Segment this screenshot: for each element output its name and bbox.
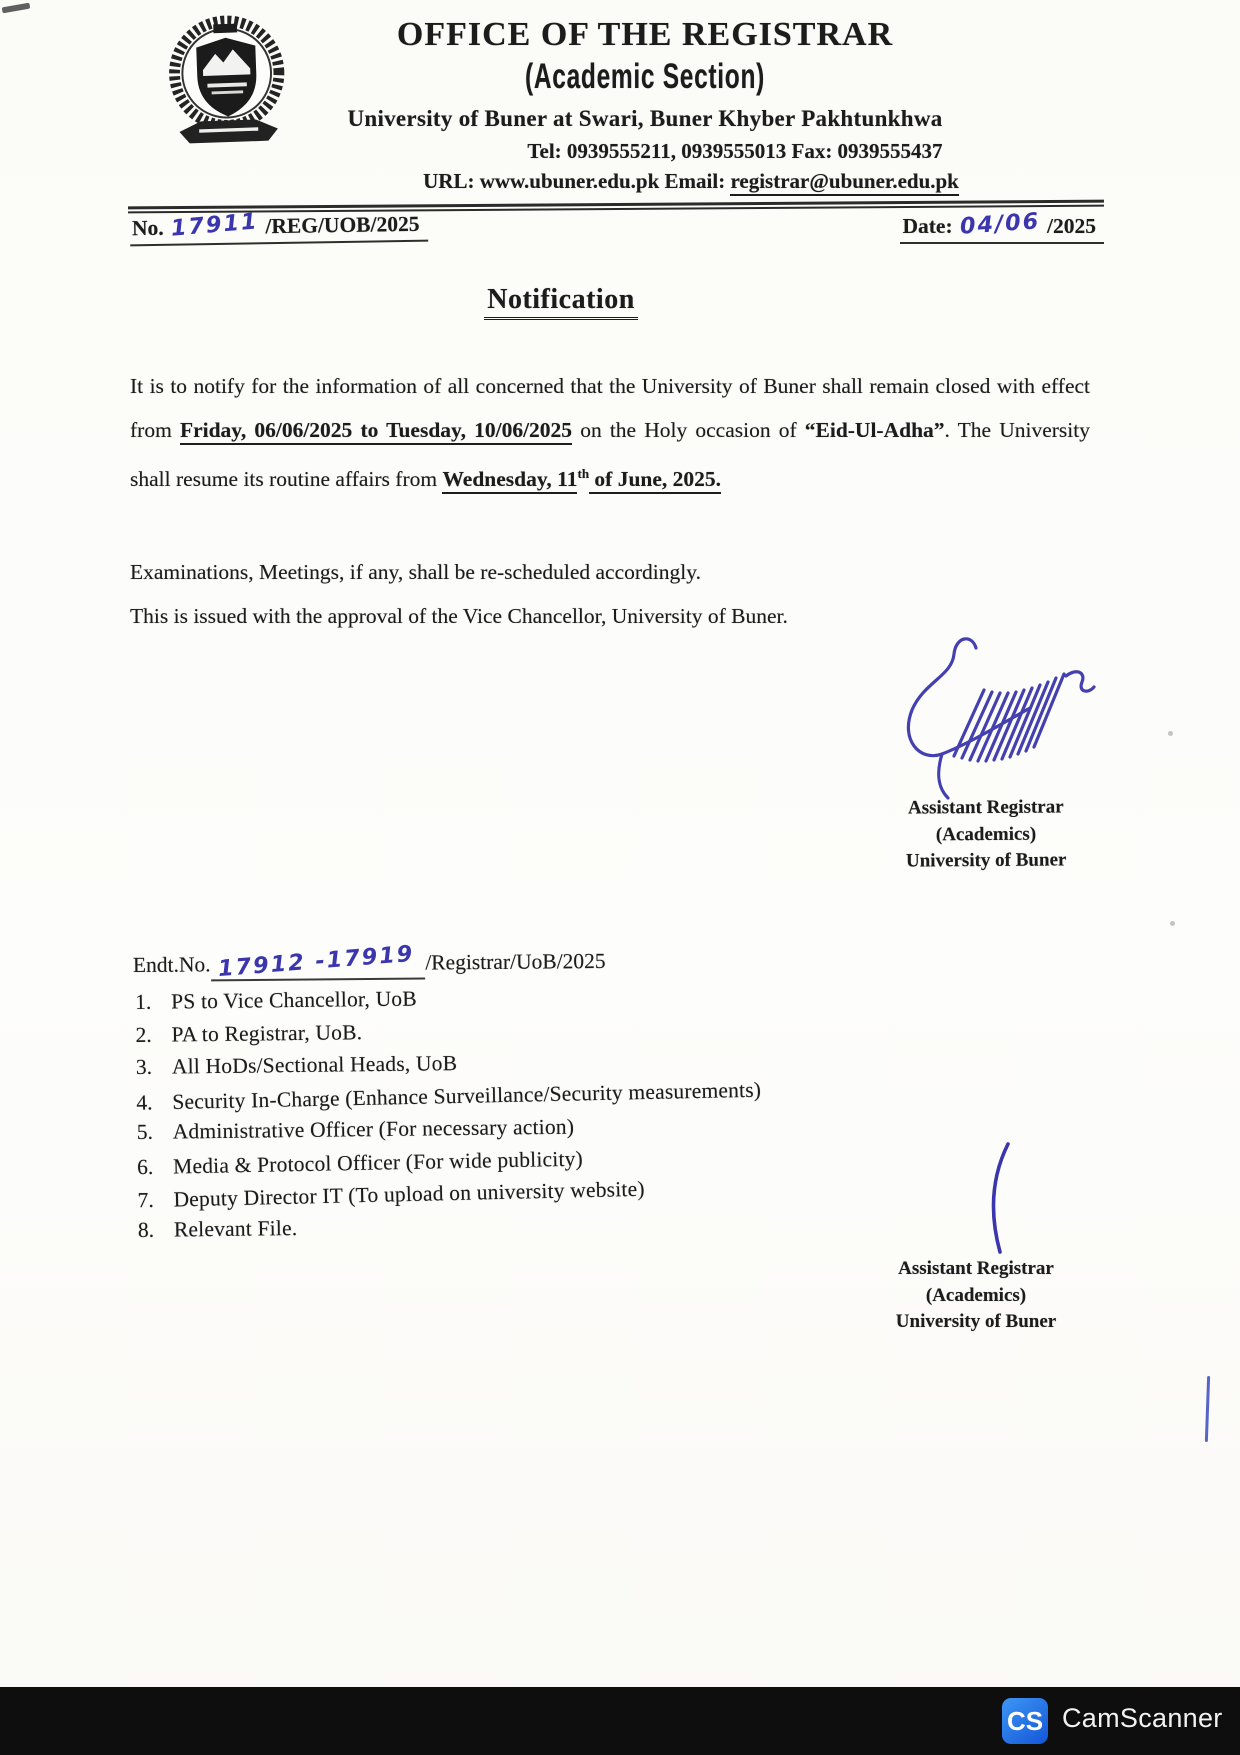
section-subtitle: (Academic Section): [525, 57, 765, 96]
reference-number: [130, 208, 428, 247]
signature-stroke-icon: [978, 1138, 1026, 1258]
handwritten-date: 04/06: [958, 208, 1041, 240]
camscanner-logo-icon: [1002, 1698, 1048, 1744]
list-item-number: 1.: [135, 989, 152, 1014]
reference-line: [130, 208, 1104, 244]
list-item-number: 7.: [137, 1187, 154, 1213]
scan-speck: [1168, 731, 1173, 736]
list-item-number: 3.: [135, 1054, 153, 1079]
list-item-text: PA to Registrar, UoB.: [171, 1019, 363, 1047]
signatory-title: Assistant Registrar: [907, 796, 1064, 819]
no-suffix: /REG/UOB/2025: [265, 211, 420, 239]
text-segment: Wednesday, 11: [442, 467, 577, 494]
camscanner-logo-text: CS: [1006, 1705, 1044, 1736]
text-segment: on the Holy occasion of: [572, 418, 805, 442]
letterhead: [298, 16, 992, 194]
signatory-organization: University of Buner: [895, 1311, 1057, 1332]
list-item-text: Media & Protocol Officer (For wide publicity): [172, 1146, 584, 1178]
signatory-block: [866, 1256, 1086, 1336]
text-segment: “Eid-Ul-Adha”: [804, 418, 945, 442]
signatory-title: Assistant Registrar: [898, 1258, 1054, 1279]
document-title: [130, 284, 992, 316]
list-item-number: 4.: [136, 1089, 153, 1115]
url-email-line: [390, 169, 992, 194]
camscanner-brand: CamScanner: [1062, 1703, 1223, 1733]
no-label: No.: [131, 215, 164, 241]
endorsement-line: [132, 940, 606, 983]
list-item-text: Deputy Director IT (To upload on university website): [173, 1176, 645, 1212]
notification-paragraph: [130, 364, 1090, 501]
date-field: [900, 208, 1104, 244]
distribution-list: [135, 982, 763, 1250]
signatory-block: [876, 794, 1097, 875]
date-label: Date:: [902, 214, 953, 238]
university-logo: [162, 10, 295, 154]
text-segment: It is to notify for the information of all concerned that the University of Buner shall remain closed with effect from: [130, 374, 1090, 442]
list-item-text: Security In-Charge (Enhance Surveillance/Security measurements): [172, 1077, 762, 1114]
ink-mark: [1205, 1376, 1210, 1442]
list-item-number: 2.: [135, 1022, 152, 1047]
document-title-text: Notification: [484, 284, 638, 320]
text-segment: Friday, 06/06/2025 to Tuesday, 10/06/2025: [180, 418, 572, 445]
list-item-text: PS to Vice Chancellor, UoB: [170, 986, 417, 1014]
list-item-number: 8.: [137, 1217, 155, 1242]
signatory-organization: University of Buner: [905, 849, 1067, 872]
date-suffix: /2025: [1047, 214, 1096, 238]
handwritten-endt-range-underline: [211, 940, 426, 983]
endt-label: Endt.No.: [132, 952, 211, 978]
approval-paragraph: This is issued with the approval of the Vice Chancellor, University of Buner.: [130, 604, 788, 628]
scan-edge-mark: [2, 3, 31, 14]
handwritten-number: 17911: [169, 208, 260, 242]
handwritten-endt-range: 17912 -17919: [216, 940, 415, 983]
text-segment: th: [577, 466, 590, 481]
signatory-section: (Academics): [925, 1284, 1027, 1306]
list-item-number: 6.: [136, 1154, 154, 1179]
reschedule-paragraph: Examinations, Meetings, if any, shall be re-scheduled accordingly.: [130, 560, 701, 584]
url-label: URL: www.ubuner.edu.pk Email:: [423, 169, 731, 193]
phone-fax-line: Tel: 0939555211, 0939555013 Fax: 0939555437: [527, 139, 943, 163]
scan-speck: [1170, 921, 1175, 926]
list-item-text: Relevant File.: [173, 1215, 298, 1242]
endt-suffix: /Registrar/UoB/2025: [425, 948, 606, 975]
camscanner-watermark-bar: [0, 1687, 1240, 1755]
office-title: OFFICE OF THE REGISTRAR: [396, 16, 894, 53]
text-segment: . The University shall resume its routine affairs from: [130, 418, 1090, 491]
text-segment: of June, 2025.: [589, 467, 721, 494]
signature-ink-icon: [880, 630, 1100, 802]
list-item-text: Administrative Officer (For necessary action): [172, 1114, 575, 1144]
signatory-section: (Academics): [935, 823, 1037, 845]
university-name: University of Buner at Swari, Buner Khyber Pakhtunkhwa: [347, 106, 943, 131]
header-divider: [128, 200, 1104, 214]
list-item-text: All HoDs/Sectional Heads, UoB: [171, 1051, 458, 1079]
list-item-number: 5.: [136, 1119, 154, 1144]
university-crest-icon: [162, 10, 295, 154]
email-address: registrar@ubuner.edu.pk: [730, 169, 958, 196]
